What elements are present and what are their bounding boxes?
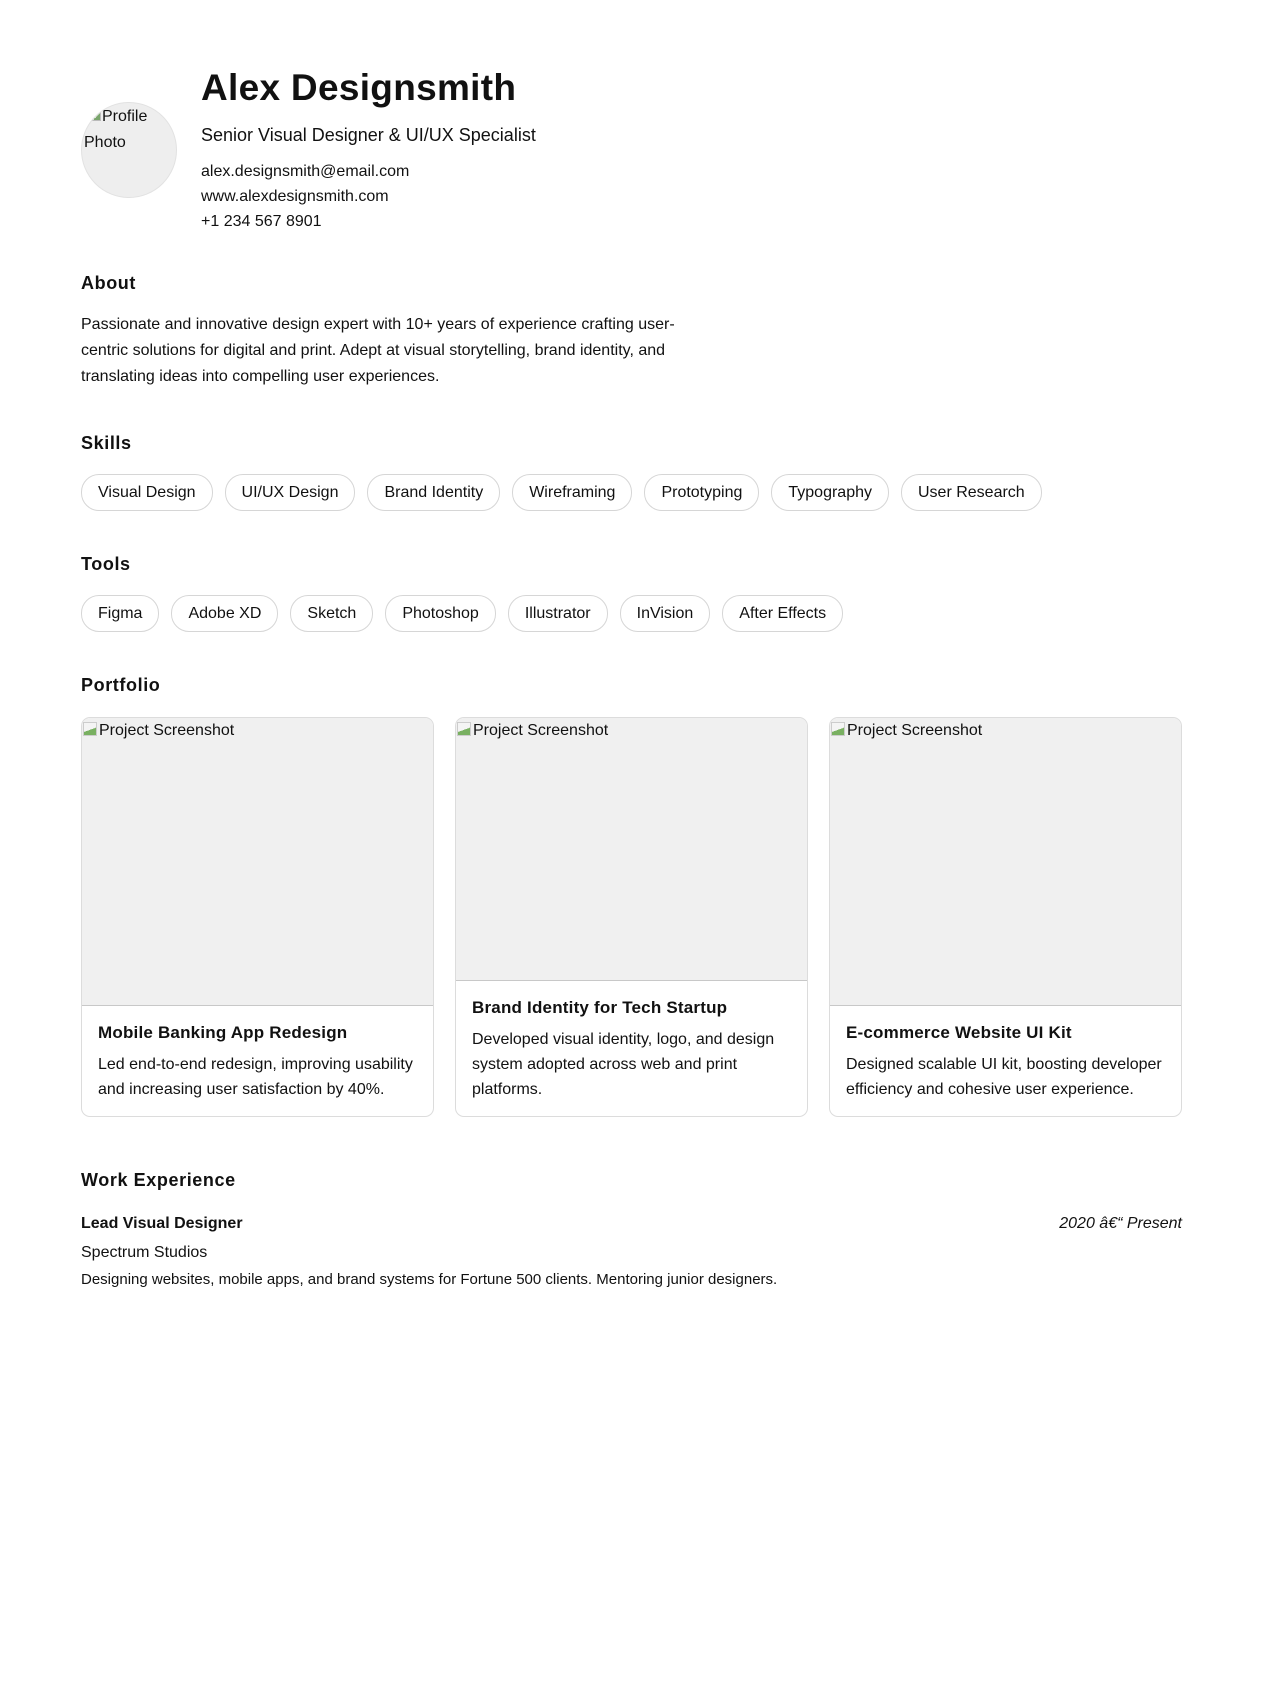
project-description: Designed scalable UI kit, boosting developer efficiency and cohesive user experience.: [846, 1056, 1162, 1098]
skill-chip[interactable]: Brand Identity: [367, 474, 500, 511]
project-screenshot: [82, 718, 433, 1006]
broken-image-icon: [92, 112, 101, 121]
skill-chip[interactable]: Wireframing: [512, 474, 632, 511]
avatar: [81, 102, 177, 198]
contact-phone: +1 234 567 8901: [201, 213, 322, 230]
job-title: Lead Visual Designer: [81, 1215, 243, 1232]
project-card-body: [82, 1006, 433, 1116]
project-image-alt: Project Screenshot: [847, 722, 983, 739]
skill-chip[interactable]: Visual Design: [81, 474, 213, 511]
project-card-body: [456, 981, 807, 1116]
header-info: [201, 66, 536, 234]
job-header: [81, 1213, 1182, 1235]
tool-chip[interactable]: Photoshop: [385, 595, 496, 632]
portfolio-heading: Portfolio: [81, 675, 161, 695]
skills-section: [81, 432, 1182, 511]
skill-chip[interactable]: UI/UX Design: [225, 474, 356, 511]
tool-chip[interactable]: Adobe XD: [171, 595, 278, 632]
project-image-alt: Project Screenshot: [99, 722, 235, 739]
profile-title: Senior Visual Designer & UI/UX Specialist: [201, 125, 536, 145]
skills-heading: Skills: [81, 433, 132, 453]
tools-section: [81, 553, 1182, 632]
contact-email[interactable]: alex.designsmith@email.com: [201, 163, 410, 180]
project-card[interactable]: [455, 717, 808, 1117]
project-screenshot: [830, 718, 1181, 1006]
broken-image-icon: [831, 722, 845, 736]
project-title: Brand Identity for Tech Startup: [472, 998, 728, 1017]
job-description: Designing websites, mobile apps, and brand systems for Fortune 500 clients. Mentoring junior designers.: [81, 1271, 778, 1288]
skills-list: [81, 474, 1182, 511]
tools-list: [81, 595, 1182, 632]
project-title: E-commerce Website UI Kit: [846, 1023, 1072, 1042]
job-company: Spectrum Studios: [81, 1244, 208, 1261]
project-description: Led end-to-end redesign, improving usability and increasing user satisfaction by 40%.: [98, 1056, 413, 1098]
contact-website[interactable]: www.alexdesignsmith.com: [201, 188, 389, 205]
job-date: 2020 â€“ Present: [1059, 1215, 1182, 1232]
skill-chip[interactable]: User Research: [901, 474, 1042, 511]
tool-chip[interactable]: Figma: [81, 595, 159, 632]
project-description: Developed visual identity, logo, and design system adopted across web and print platforms.: [472, 1031, 775, 1098]
tool-chip[interactable]: InVision: [620, 595, 711, 632]
about-heading: About: [81, 273, 136, 293]
skill-chip[interactable]: Typography: [771, 474, 889, 511]
about-text: Passionate and innovative design expert with 10+ years of experience crafting user-centric solutions for digital and print. Adept at visual storytelling, brand identity, and translating ideas into compelling user experiences.: [81, 316, 675, 385]
project-screenshot: [456, 718, 807, 981]
tool-chip[interactable]: Illustrator: [508, 595, 608, 632]
profile-header: [81, 0, 1182, 234]
skill-chip[interactable]: Prototyping: [644, 474, 759, 511]
portfolio-section: [81, 674, 1182, 1117]
project-image-alt: Project Screenshot: [473, 722, 609, 739]
about-section: [81, 272, 1182, 390]
tool-chip[interactable]: After Effects: [722, 595, 843, 632]
work-experience-section: [81, 1169, 1182, 1290]
project-card-body: [830, 1006, 1181, 1116]
tools-heading: Tools: [81, 554, 131, 574]
job-entry: [81, 1213, 1182, 1290]
broken-image-icon: [83, 722, 97, 736]
profile-name: Alex Designsmith: [201, 67, 517, 108]
avatar-alt-text: Profile Photo: [84, 108, 148, 151]
broken-image-icon: [457, 722, 471, 736]
project-card[interactable]: [829, 717, 1182, 1117]
tool-chip[interactable]: Sketch: [290, 595, 373, 632]
work-heading: Work Experience: [81, 1170, 236, 1190]
project-card[interactable]: [81, 717, 434, 1117]
project-title: Mobile Banking App Redesign: [98, 1023, 348, 1042]
portfolio-grid: [81, 717, 1182, 1117]
